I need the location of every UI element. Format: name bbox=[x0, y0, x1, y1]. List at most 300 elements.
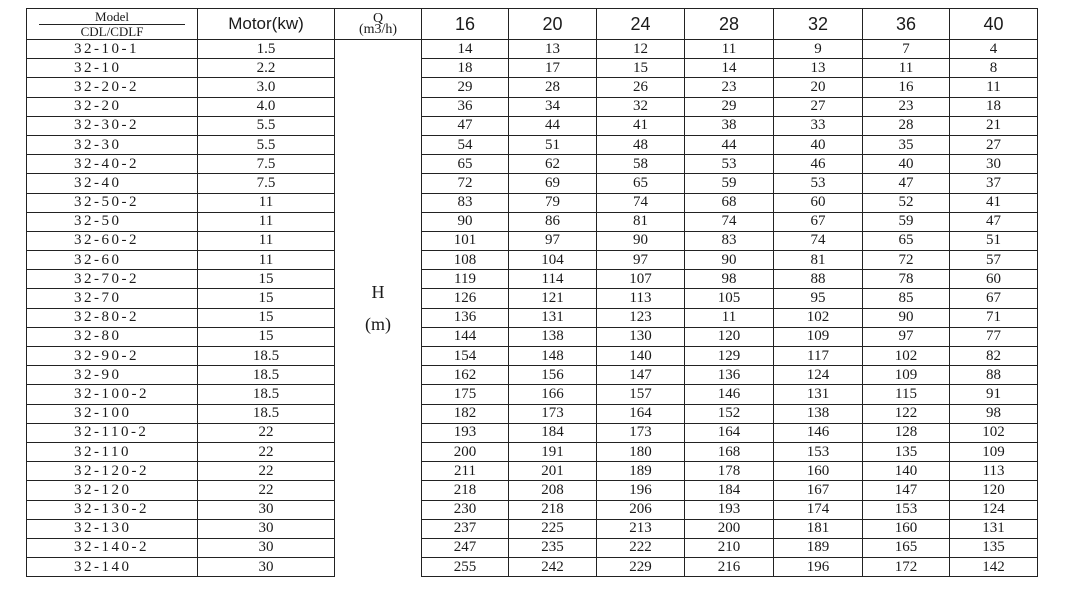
model-cell: 32-100 bbox=[27, 404, 198, 423]
head-value-cell: 113 bbox=[950, 462, 1038, 481]
head-value-cell: 97 bbox=[597, 251, 685, 270]
head-value-cell: 40 bbox=[774, 135, 863, 154]
head-value-cell: 230 bbox=[422, 500, 509, 519]
head-value-cell: 184 bbox=[685, 481, 774, 500]
motor-power-cell: 7.5 bbox=[198, 174, 335, 193]
head-value-cell: 20 bbox=[774, 78, 863, 97]
head-value-cell: 109 bbox=[863, 366, 950, 385]
head-value-cell: 131 bbox=[950, 519, 1038, 538]
model-cell: 32-140-2 bbox=[27, 538, 198, 557]
head-value-cell: 218 bbox=[509, 500, 597, 519]
head-value-cell: 173 bbox=[597, 423, 685, 442]
motor-power-cell: 11 bbox=[198, 231, 335, 250]
motor-header: Motor(kw) bbox=[198, 9, 335, 40]
head-value-cell: 211 bbox=[422, 462, 509, 481]
head-value-cell: 18 bbox=[422, 59, 509, 78]
head-value-cell: 83 bbox=[685, 231, 774, 250]
pump-performance-table-container bbox=[26, 8, 1038, 577]
head-value-cell: 201 bbox=[509, 462, 597, 481]
model-cell: 32-20 bbox=[27, 97, 198, 116]
head-value-cell: 157 bbox=[597, 385, 685, 404]
head-value-cell: 90 bbox=[685, 251, 774, 270]
header-row bbox=[27, 9, 1038, 40]
table-row bbox=[27, 231, 1038, 250]
table-row bbox=[27, 404, 1038, 423]
head-value-cell: 123 bbox=[597, 308, 685, 327]
head-value-cell: 90 bbox=[863, 308, 950, 327]
head-value-cell: 35 bbox=[863, 135, 950, 154]
head-value-cell: 164 bbox=[597, 404, 685, 423]
head-value-cell: 178 bbox=[685, 462, 774, 481]
head-value-cell: 184 bbox=[509, 423, 597, 442]
table-row bbox=[27, 385, 1038, 404]
head-value-cell: 23 bbox=[863, 97, 950, 116]
table-row bbox=[27, 500, 1038, 519]
head-value-cell: 147 bbox=[863, 481, 950, 500]
head-value-cell: 174 bbox=[774, 500, 863, 519]
head-value-cell: 53 bbox=[685, 155, 774, 174]
model-cell: 32-70-2 bbox=[27, 270, 198, 289]
head-value-cell: 13 bbox=[509, 40, 597, 59]
head-value-cell: 144 bbox=[422, 327, 509, 346]
head-value-cell: 72 bbox=[422, 174, 509, 193]
head-value-cell: 121 bbox=[509, 289, 597, 308]
head-value-cell: 247 bbox=[422, 538, 509, 557]
head-value-cell: 104 bbox=[509, 251, 597, 270]
motor-power-cell: 18.5 bbox=[198, 385, 335, 404]
table-row bbox=[27, 423, 1038, 442]
head-value-cell: 69 bbox=[509, 174, 597, 193]
head-value-cell: 65 bbox=[863, 231, 950, 250]
motor-power-cell: 2.2 bbox=[198, 59, 335, 78]
head-value-cell: 136 bbox=[422, 308, 509, 327]
head-value-cell: 182 bbox=[422, 404, 509, 423]
head-value-cell: 54 bbox=[422, 135, 509, 154]
motor-power-cell: 4.0 bbox=[198, 97, 335, 116]
head-value-cell: 208 bbox=[509, 481, 597, 500]
head-value-cell: 27 bbox=[774, 97, 863, 116]
head-value-cell: 172 bbox=[863, 558, 950, 577]
head-value-cell: 71 bbox=[950, 308, 1038, 327]
model-cell: 32-80 bbox=[27, 327, 198, 346]
head-value-cell: 138 bbox=[509, 327, 597, 346]
head-value-cell: 142 bbox=[950, 558, 1038, 577]
motor-power-cell: 18.5 bbox=[198, 347, 335, 366]
head-value-cell: 131 bbox=[509, 308, 597, 327]
model-cell: 32-120-2 bbox=[27, 462, 198, 481]
head-value-cell: 90 bbox=[597, 231, 685, 250]
head-value-cell: 140 bbox=[597, 347, 685, 366]
head-value-cell: 30 bbox=[950, 155, 1038, 174]
motor-power-cell: 30 bbox=[198, 500, 335, 519]
head-value-cell: 117 bbox=[774, 347, 863, 366]
head-value-cell: 235 bbox=[509, 538, 597, 557]
head-value-cell: 222 bbox=[597, 538, 685, 557]
head-value-cell: 138 bbox=[774, 404, 863, 423]
flow-header-20: 20 bbox=[509, 9, 597, 40]
head-value-cell: 135 bbox=[950, 538, 1038, 557]
model-header-line2: CDL/CDLF bbox=[80, 23, 144, 39]
head-value-cell: 74 bbox=[597, 193, 685, 212]
head-value-cell: 60 bbox=[950, 270, 1038, 289]
model-cell: 32-100-2 bbox=[27, 385, 198, 404]
table-row bbox=[27, 116, 1038, 135]
head-value-cell: 229 bbox=[597, 558, 685, 577]
head-value-cell: 91 bbox=[950, 385, 1038, 404]
head-value-cell: 102 bbox=[774, 308, 863, 327]
motor-power-cell: 22 bbox=[198, 481, 335, 500]
head-value-cell: 154 bbox=[422, 347, 509, 366]
head-value-cell: 173 bbox=[509, 404, 597, 423]
model-cell: 32-20-2 bbox=[27, 78, 198, 97]
head-value-cell: 28 bbox=[509, 78, 597, 97]
head-value-cell: 17 bbox=[509, 59, 597, 78]
head-value-cell: 200 bbox=[422, 442, 509, 461]
table-row bbox=[27, 327, 1038, 346]
head-value-cell: 82 bbox=[950, 347, 1038, 366]
head-value-cell: 59 bbox=[685, 174, 774, 193]
model-cell: 32-60 bbox=[27, 251, 198, 270]
table-row bbox=[27, 59, 1038, 78]
head-value-cell: 242 bbox=[509, 558, 597, 577]
head-value-cell: 181 bbox=[774, 519, 863, 538]
table-row bbox=[27, 558, 1038, 577]
head-value-cell: 210 bbox=[685, 538, 774, 557]
flow-rate-header bbox=[335, 9, 422, 40]
head-value-cell: 53 bbox=[774, 174, 863, 193]
head-value-cell: 153 bbox=[863, 500, 950, 519]
head-value-cell: 119 bbox=[422, 270, 509, 289]
model-cell: 32-40 bbox=[27, 174, 198, 193]
head-value-cell: 88 bbox=[950, 366, 1038, 385]
head-value-cell: 21 bbox=[950, 116, 1038, 135]
model-cell: 32-30 bbox=[27, 135, 198, 154]
flow-header-32: 32 bbox=[774, 9, 863, 40]
head-value-cell: 44 bbox=[685, 135, 774, 154]
motor-power-cell: 15 bbox=[198, 289, 335, 308]
head-value-cell: 98 bbox=[685, 270, 774, 289]
head-value-cell: 160 bbox=[774, 462, 863, 481]
model-cell: 32-130-2 bbox=[27, 500, 198, 519]
head-value-cell: 189 bbox=[597, 462, 685, 481]
head-value-cell: 105 bbox=[685, 289, 774, 308]
head-value-cell: 156 bbox=[509, 366, 597, 385]
head-value-cell: 88 bbox=[774, 270, 863, 289]
table-row bbox=[27, 212, 1038, 231]
flow-header-40: 40 bbox=[950, 9, 1038, 40]
head-value-cell: 11 bbox=[863, 59, 950, 78]
head-value-cell: 196 bbox=[597, 481, 685, 500]
table-body bbox=[27, 40, 1038, 577]
motor-power-cell: 11 bbox=[198, 251, 335, 270]
head-value-cell: 44 bbox=[509, 116, 597, 135]
head-value-cell: 128 bbox=[863, 423, 950, 442]
head-value-cell: 11 bbox=[685, 308, 774, 327]
model-cell: 32-10 bbox=[27, 59, 198, 78]
head-value-cell: 15 bbox=[597, 59, 685, 78]
head-value-cell: 95 bbox=[774, 289, 863, 308]
model-cell: 32-40-2 bbox=[27, 155, 198, 174]
model-cell: 32-120 bbox=[27, 481, 198, 500]
head-value-cell: 164 bbox=[685, 423, 774, 442]
model-cell: 32-90-2 bbox=[27, 347, 198, 366]
head-value-cell: 27 bbox=[950, 135, 1038, 154]
head-value-cell: 9 bbox=[774, 40, 863, 59]
table-row bbox=[27, 40, 1038, 59]
head-value-cell: 38 bbox=[685, 116, 774, 135]
table-row bbox=[27, 289, 1038, 308]
head-value-cell: 108 bbox=[422, 251, 509, 270]
head-value-cell: 206 bbox=[597, 500, 685, 519]
head-value-cell: 81 bbox=[597, 212, 685, 231]
model-cell: 32-70 bbox=[27, 289, 198, 308]
head-value-cell: 193 bbox=[422, 423, 509, 442]
head-value-cell: 165 bbox=[863, 538, 950, 557]
head-value-cell: 51 bbox=[509, 135, 597, 154]
head-unit-label-line2: (m) bbox=[365, 314, 391, 335]
head-value-cell: 11 bbox=[685, 40, 774, 59]
motor-power-cell: 30 bbox=[198, 558, 335, 577]
head-value-cell: 196 bbox=[774, 558, 863, 577]
model-header-line1: Model bbox=[39, 11, 185, 25]
head-value-cell: 175 bbox=[422, 385, 509, 404]
head-value-cell: 83 bbox=[422, 193, 509, 212]
head-value-cell: 41 bbox=[950, 193, 1038, 212]
head-value-cell: 8 bbox=[950, 59, 1038, 78]
motor-power-cell: 7.5 bbox=[198, 155, 335, 174]
head-value-cell: 200 bbox=[685, 519, 774, 538]
head-value-cell: 109 bbox=[774, 327, 863, 346]
head-value-cell: 28 bbox=[863, 116, 950, 135]
model-cell: 32-90 bbox=[27, 366, 198, 385]
motor-power-cell: 22 bbox=[198, 423, 335, 442]
motor-power-cell: 22 bbox=[198, 442, 335, 461]
head-value-cell: 120 bbox=[685, 327, 774, 346]
head-value-cell: 59 bbox=[863, 212, 950, 231]
head-value-cell: 14 bbox=[422, 40, 509, 59]
head-value-cell: 130 bbox=[597, 327, 685, 346]
head-value-cell: 26 bbox=[597, 78, 685, 97]
flow-header-28: 28 bbox=[685, 9, 774, 40]
motor-power-cell: 11 bbox=[198, 193, 335, 212]
motor-power-cell: 30 bbox=[198, 519, 335, 538]
head-value-cell: 120 bbox=[950, 481, 1038, 500]
head-value-cell: 52 bbox=[863, 193, 950, 212]
model-cell: 32-10-1 bbox=[27, 40, 198, 59]
head-value-cell: 78 bbox=[863, 270, 950, 289]
table-row bbox=[27, 97, 1038, 116]
head-value-cell: 129 bbox=[685, 347, 774, 366]
head-value-cell: 146 bbox=[685, 385, 774, 404]
head-value-cell: 255 bbox=[422, 558, 509, 577]
head-value-cell: 97 bbox=[509, 231, 597, 250]
table-row bbox=[27, 519, 1038, 538]
motor-power-cell: 22 bbox=[198, 462, 335, 481]
motor-power-cell: 15 bbox=[198, 270, 335, 289]
table-row bbox=[27, 366, 1038, 385]
flow-header-24: 24 bbox=[597, 9, 685, 40]
table-row bbox=[27, 538, 1038, 557]
head-value-cell: 51 bbox=[950, 231, 1038, 250]
head-value-cell: 32 bbox=[597, 97, 685, 116]
table-row bbox=[27, 442, 1038, 461]
flow-header-16: 16 bbox=[422, 9, 509, 40]
table-row bbox=[27, 251, 1038, 270]
head-value-cell: 225 bbox=[509, 519, 597, 538]
head-value-cell: 4 bbox=[950, 40, 1038, 59]
head-value-cell: 37 bbox=[950, 174, 1038, 193]
model-cell: 32-50-2 bbox=[27, 193, 198, 212]
head-value-cell: 67 bbox=[950, 289, 1038, 308]
head-value-cell: 13 bbox=[774, 59, 863, 78]
head-value-cell: 115 bbox=[863, 385, 950, 404]
head-value-cell: 7 bbox=[863, 40, 950, 59]
model-cell: 32-50 bbox=[27, 212, 198, 231]
head-value-cell: 57 bbox=[950, 251, 1038, 270]
head-value-cell: 40 bbox=[863, 155, 950, 174]
head-value-cell: 33 bbox=[774, 116, 863, 135]
model-cell: 32-30-2 bbox=[27, 116, 198, 135]
head-value-cell: 77 bbox=[950, 327, 1038, 346]
head-value-cell: 131 bbox=[774, 385, 863, 404]
motor-power-cell: 11 bbox=[198, 212, 335, 231]
head-value-cell: 109 bbox=[950, 442, 1038, 461]
head-value-cell: 152 bbox=[685, 404, 774, 423]
head-value-cell: 29 bbox=[422, 78, 509, 97]
head-value-cell: 47 bbox=[863, 174, 950, 193]
model-cell: 32-140 bbox=[27, 558, 198, 577]
motor-power-cell: 3.0 bbox=[198, 78, 335, 97]
head-value-cell: 162 bbox=[422, 366, 509, 385]
head-value-cell: 36 bbox=[422, 97, 509, 116]
head-value-cell: 102 bbox=[950, 423, 1038, 442]
table-row bbox=[27, 462, 1038, 481]
head-value-cell: 135 bbox=[863, 442, 950, 461]
head-value-cell: 47 bbox=[950, 212, 1038, 231]
motor-power-cell: 15 bbox=[198, 308, 335, 327]
head-value-cell: 126 bbox=[422, 289, 509, 308]
head-value-cell: 16 bbox=[863, 78, 950, 97]
head-value-cell: 68 bbox=[685, 193, 774, 212]
table-row bbox=[27, 155, 1038, 174]
head-value-cell: 85 bbox=[863, 289, 950, 308]
motor-power-cell: 5.5 bbox=[198, 116, 335, 135]
table-row bbox=[27, 78, 1038, 97]
head-value-cell: 146 bbox=[774, 423, 863, 442]
head-value-cell: 65 bbox=[422, 155, 509, 174]
head-value-cell: 34 bbox=[509, 97, 597, 116]
table-row bbox=[27, 135, 1038, 154]
model-cell: 32-130 bbox=[27, 519, 198, 538]
motor-power-cell: 18.5 bbox=[198, 366, 335, 385]
motor-power-cell: 15 bbox=[198, 327, 335, 346]
head-value-cell: 58 bbox=[597, 155, 685, 174]
head-value-cell: 23 bbox=[685, 78, 774, 97]
head-value-cell: 18 bbox=[950, 97, 1038, 116]
head-value-cell: 122 bbox=[863, 404, 950, 423]
head-value-cell: 48 bbox=[597, 135, 685, 154]
table-row bbox=[27, 174, 1038, 193]
head-value-cell: 81 bbox=[774, 251, 863, 270]
head-value-cell: 237 bbox=[422, 519, 509, 538]
head-value-cell: 79 bbox=[509, 193, 597, 212]
head-value-cell: 167 bbox=[774, 481, 863, 500]
head-value-cell: 12 bbox=[597, 40, 685, 59]
model-header bbox=[27, 9, 198, 40]
model-cell: 32-110-2 bbox=[27, 423, 198, 442]
head-value-cell: 97 bbox=[863, 327, 950, 346]
head-value-cell: 62 bbox=[509, 155, 597, 174]
head-value-cell: 193 bbox=[685, 500, 774, 519]
head-value-cell: 41 bbox=[597, 116, 685, 135]
table-row bbox=[27, 481, 1038, 500]
head-value-cell: 166 bbox=[509, 385, 597, 404]
head-value-cell: 102 bbox=[863, 347, 950, 366]
head-value-cell: 218 bbox=[422, 481, 509, 500]
head-value-cell: 191 bbox=[509, 442, 597, 461]
head-value-cell: 72 bbox=[863, 251, 950, 270]
head-value-cell: 136 bbox=[685, 366, 774, 385]
head-value-cell: 180 bbox=[597, 442, 685, 461]
flow-rate-header-line2: (m3/h) bbox=[358, 22, 398, 37]
flow-rate-header-line1: Q bbox=[372, 11, 384, 26]
head-value-cell: 14 bbox=[685, 59, 774, 78]
table-row bbox=[27, 193, 1038, 212]
head-value-cell: 140 bbox=[863, 462, 950, 481]
model-cell: 32-60-2 bbox=[27, 231, 198, 250]
head-value-cell: 74 bbox=[774, 231, 863, 250]
model-cell: 32-110 bbox=[27, 442, 198, 461]
head-value-cell: 113 bbox=[597, 289, 685, 308]
pump-performance-table bbox=[26, 8, 1038, 577]
motor-power-cell: 18.5 bbox=[198, 404, 335, 423]
table-row bbox=[27, 308, 1038, 327]
motor-power-cell: 5.5 bbox=[198, 135, 335, 154]
head-value-cell: 47 bbox=[422, 116, 509, 135]
head-value-cell: 124 bbox=[950, 500, 1038, 519]
head-value-cell: 11 bbox=[950, 78, 1038, 97]
head-value-cell: 216 bbox=[685, 558, 774, 577]
model-cell: 32-80-2 bbox=[27, 308, 198, 327]
head-unit-label-line1: H bbox=[371, 282, 385, 303]
head-value-cell: 153 bbox=[774, 442, 863, 461]
motor-power-cell: 30 bbox=[198, 538, 335, 557]
head-value-cell: 107 bbox=[597, 270, 685, 289]
head-value-cell: 189 bbox=[774, 538, 863, 557]
motor-power-cell: 1.5 bbox=[198, 40, 335, 59]
flow-header-36: 36 bbox=[863, 9, 950, 40]
head-value-cell: 90 bbox=[422, 212, 509, 231]
head-value-cell: 147 bbox=[597, 366, 685, 385]
head-value-cell: 86 bbox=[509, 212, 597, 231]
head-value-cell: 148 bbox=[509, 347, 597, 366]
head-unit-label bbox=[335, 40, 422, 577]
head-value-cell: 60 bbox=[774, 193, 863, 212]
head-value-cell: 29 bbox=[685, 97, 774, 116]
head-value-cell: 98 bbox=[950, 404, 1038, 423]
head-value-cell: 160 bbox=[863, 519, 950, 538]
head-value-cell: 114 bbox=[509, 270, 597, 289]
table-row bbox=[27, 270, 1038, 289]
head-value-cell: 46 bbox=[774, 155, 863, 174]
table-row bbox=[27, 347, 1038, 366]
head-value-cell: 213 bbox=[597, 519, 685, 538]
head-value-cell: 67 bbox=[774, 212, 863, 231]
head-value-cell: 124 bbox=[774, 366, 863, 385]
head-value-cell: 168 bbox=[685, 442, 774, 461]
head-value-cell: 74 bbox=[685, 212, 774, 231]
head-value-cell: 101 bbox=[422, 231, 509, 250]
